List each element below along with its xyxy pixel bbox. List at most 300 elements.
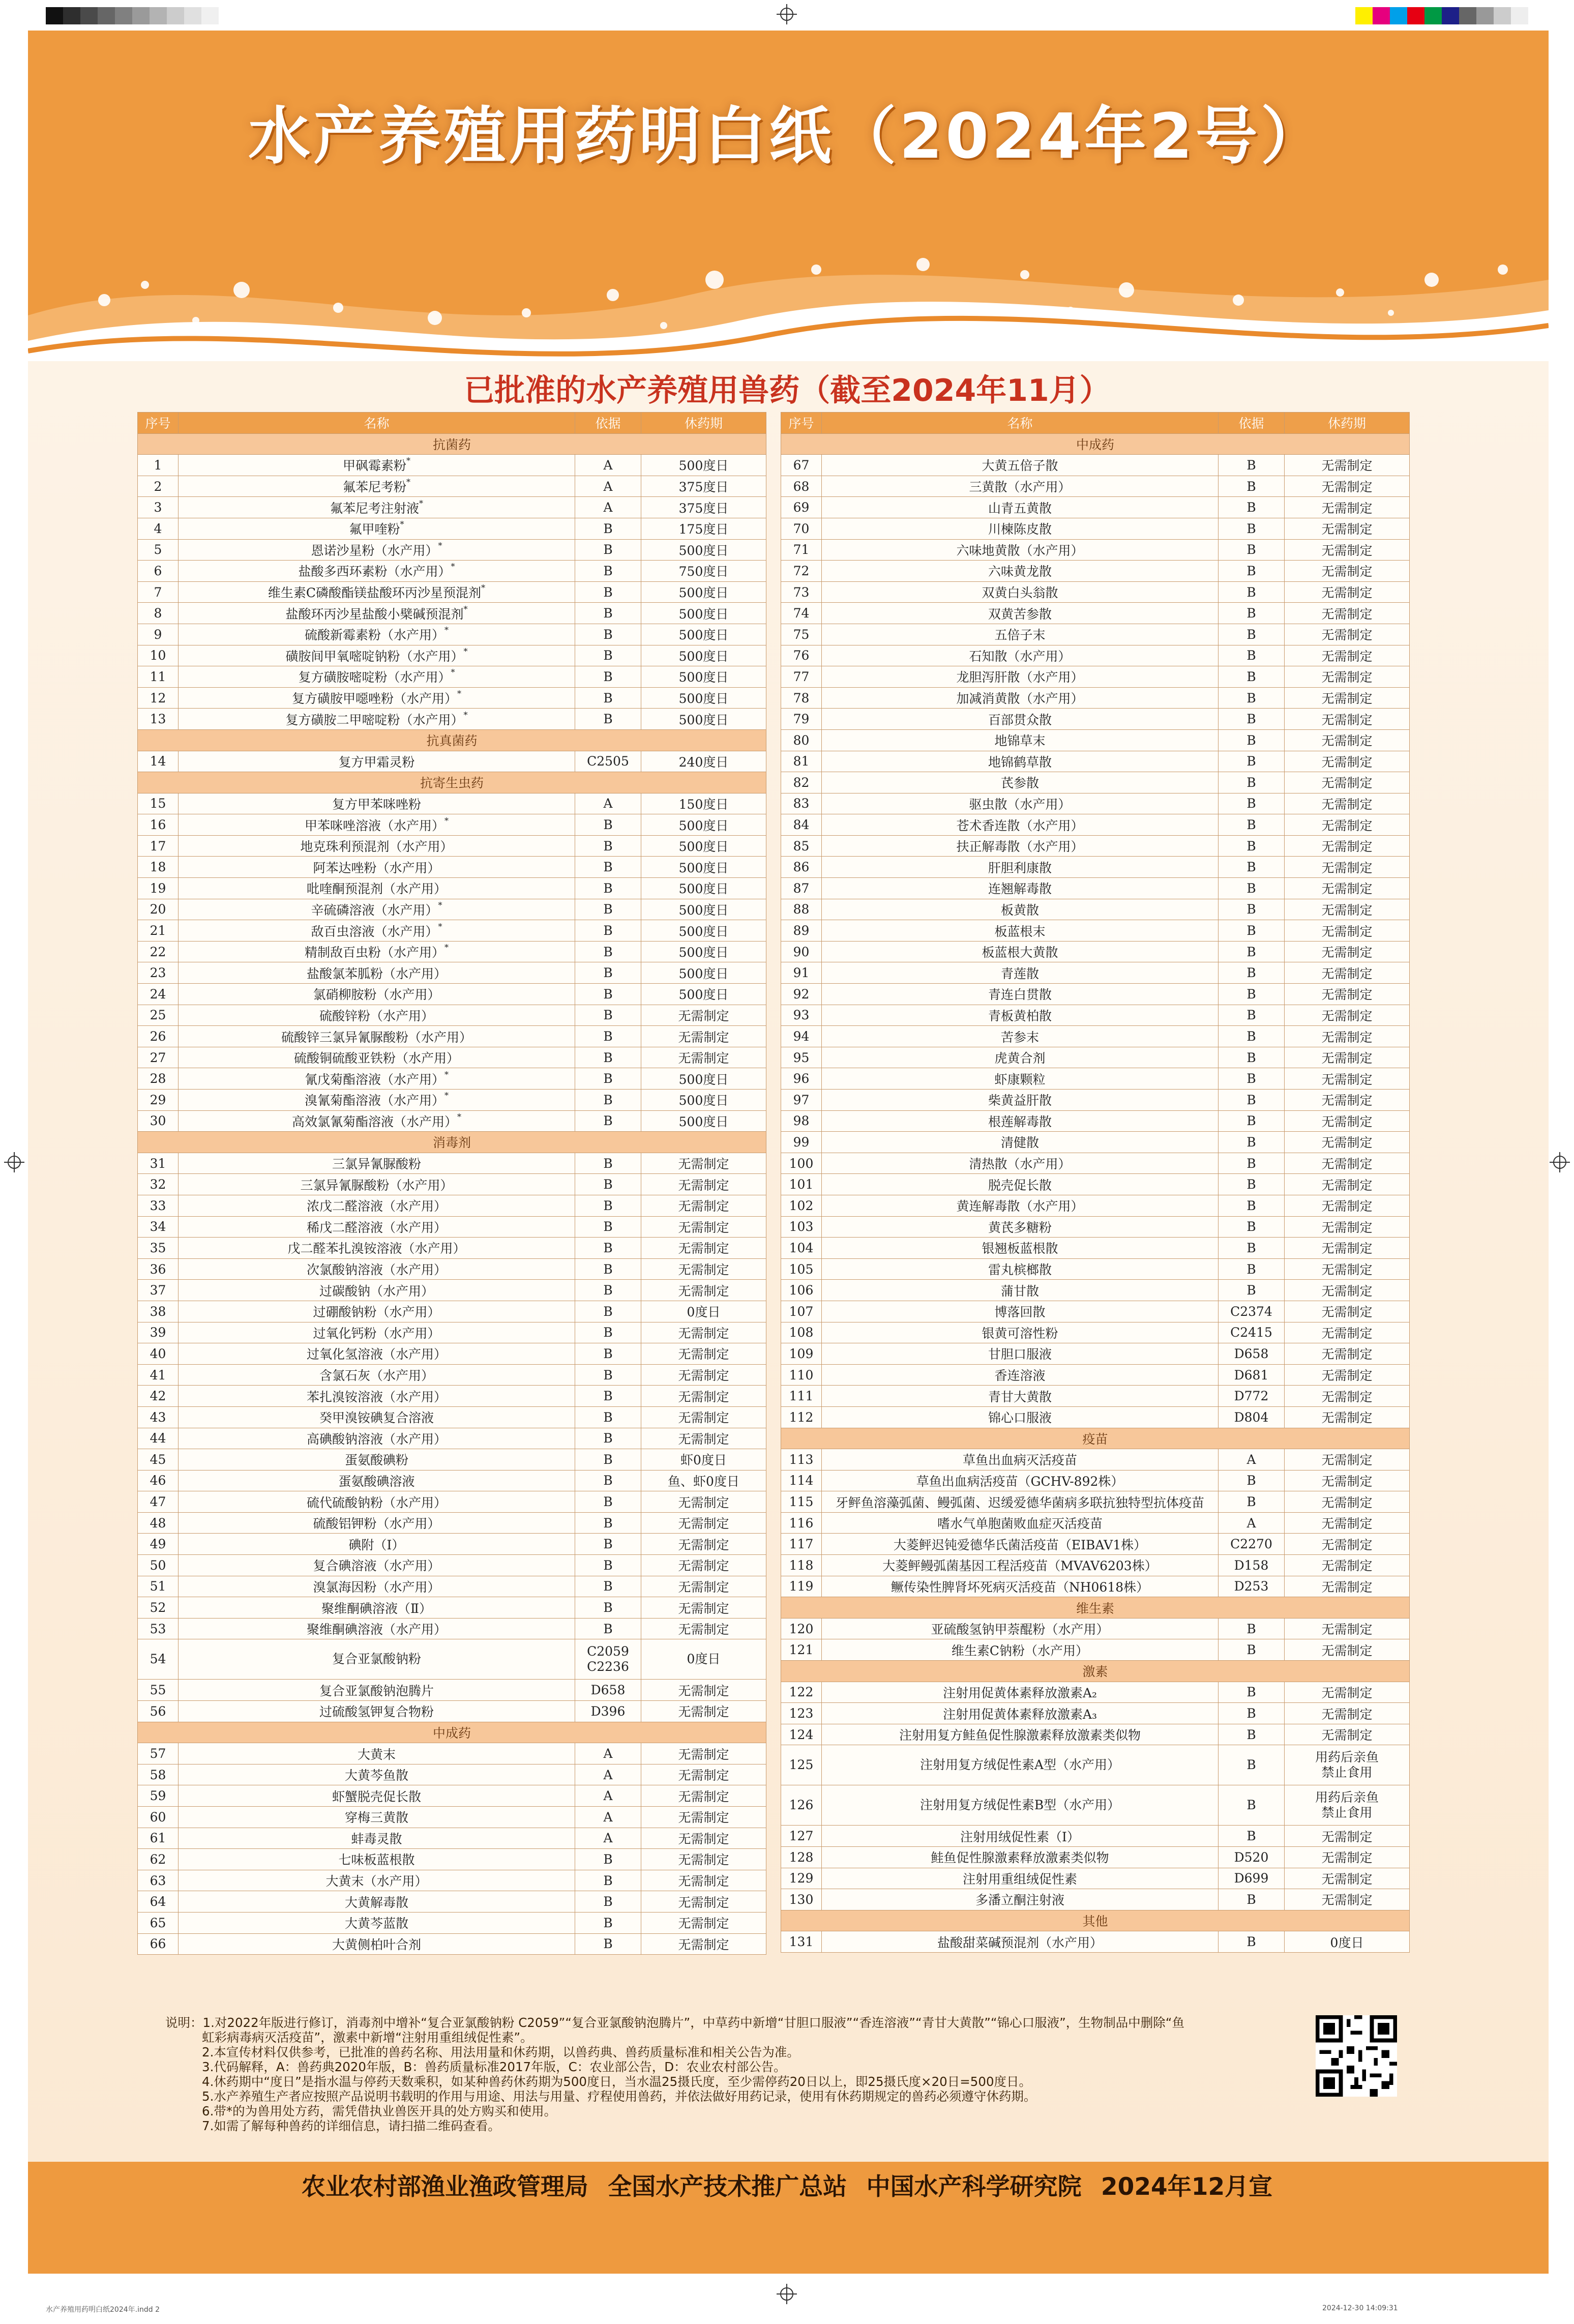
row-number xyxy=(781,1280,822,1301)
drug-name xyxy=(179,1534,575,1555)
basis-code xyxy=(575,1406,641,1428)
drug-name xyxy=(179,1618,575,1639)
category-row xyxy=(781,1597,1410,1619)
row-number xyxy=(138,1195,179,1216)
withdrawal-period-text: 500度日 xyxy=(678,839,729,855)
withdrawal-period-text: 无需制定 xyxy=(1321,1850,1373,1866)
category-row xyxy=(781,433,1410,455)
withdrawal-period xyxy=(1285,1785,1410,1826)
table-row xyxy=(781,666,1410,688)
row-number xyxy=(781,962,822,984)
row-number xyxy=(781,878,822,899)
row-number xyxy=(138,709,179,730)
table-row xyxy=(138,793,766,814)
drug-name xyxy=(179,455,575,476)
row-number-text: 31 xyxy=(150,1156,166,1171)
basis-code xyxy=(1219,962,1285,984)
row-number-text: 49 xyxy=(150,1537,166,1552)
drug-name-text: 蛋氨酸碘溶液 xyxy=(338,1474,415,1489)
drug-name xyxy=(179,1005,575,1026)
withdrawal-period xyxy=(1285,1889,1410,1910)
row-number-text: 95 xyxy=(793,1050,810,1065)
basis-code xyxy=(575,1280,641,1301)
drug-name xyxy=(822,603,1219,624)
withdrawal-period-text: 无需制定 xyxy=(678,1220,729,1235)
drug-name xyxy=(179,1912,575,1933)
withdrawal-period-text: 无需制定 xyxy=(1321,1008,1373,1023)
drug-name-text: 氰戊菊酯溶液（水产用） xyxy=(304,1072,444,1087)
withdrawal-period xyxy=(1285,1132,1410,1153)
row-number xyxy=(138,1449,179,1470)
table-row xyxy=(781,729,1410,751)
table-row xyxy=(138,1912,766,1933)
withdrawal-period-text: 500度日 xyxy=(678,585,729,601)
withdrawal-period xyxy=(641,857,766,878)
row-number xyxy=(781,709,822,730)
drug-name xyxy=(179,1386,575,1407)
drug-name-text: 盐酸环丙沙星盐酸小檗碱预混剂 xyxy=(285,606,464,622)
basis-code xyxy=(1219,581,1285,603)
table-row xyxy=(138,1428,766,1449)
row-number xyxy=(138,1322,179,1343)
drug-name xyxy=(179,476,575,497)
basis-code-text: B xyxy=(603,1409,613,1425)
basis-code xyxy=(575,1322,641,1343)
withdrawal-period xyxy=(641,1153,766,1174)
withdrawal-period-text: 无需制定 xyxy=(1321,945,1373,960)
basis-code xyxy=(1219,624,1285,645)
table-row xyxy=(138,1849,766,1870)
row-number xyxy=(781,645,822,666)
row-number-text: 18 xyxy=(150,860,166,875)
withdrawal-period xyxy=(1285,1931,1410,1953)
basis-code xyxy=(575,962,641,984)
basis-code xyxy=(1219,1618,1285,1639)
withdrawal-period xyxy=(1285,1618,1410,1639)
drug-name-text: 氟苯尼考注射液 xyxy=(330,501,419,516)
row-number-text: 5 xyxy=(154,542,162,557)
row-number-text: 74 xyxy=(793,606,810,621)
basis-code-text: B xyxy=(1246,521,1256,536)
row-number xyxy=(781,561,822,582)
row-number-text: 86 xyxy=(793,860,810,875)
row-number-text: 29 xyxy=(150,1092,166,1107)
basis-code-text: B xyxy=(603,880,613,896)
row-number-text: 20 xyxy=(150,902,166,917)
basis-code xyxy=(1219,1258,1285,1280)
withdrawal-period xyxy=(1285,624,1410,645)
drug-name xyxy=(822,857,1219,878)
withdrawal-period xyxy=(641,645,766,666)
row-number xyxy=(781,1322,822,1343)
row-number-text: 47 xyxy=(150,1494,166,1510)
basis-code-text: B xyxy=(1246,1240,1256,1255)
withdrawal-period-text: 无需制定 xyxy=(678,1347,729,1362)
withdrawal-period-text: 无需制定 xyxy=(1321,1029,1373,1045)
drug-name-text: 地锦草末 xyxy=(994,733,1046,749)
basis-code xyxy=(575,1743,641,1764)
withdrawal-period xyxy=(1285,581,1410,603)
basis-code-text: B xyxy=(603,1367,613,1382)
row-number-text: 122 xyxy=(789,1685,814,1700)
registration-mark-icon xyxy=(777,2284,797,2304)
basis-code xyxy=(575,1785,641,1807)
drug-name xyxy=(179,1785,575,1807)
basis-code-text: D658 xyxy=(590,1683,626,1698)
withdrawal-period-text: 无需制定 xyxy=(678,1283,729,1299)
basis-code xyxy=(575,1597,641,1619)
row-number xyxy=(781,687,822,709)
drug-name-text: 清热散（水产用） xyxy=(969,1157,1071,1172)
drug-name-text: 高碘酸钠溶液（水产用） xyxy=(306,1431,447,1447)
withdrawal-period-text: 无需制定 xyxy=(678,1029,729,1045)
drug-name-text: 穿梅三黄散 xyxy=(344,1810,408,1826)
withdrawal-period-text: 500度日 xyxy=(678,924,729,939)
table-row xyxy=(781,455,1410,476)
row-number-text: 62 xyxy=(150,1851,166,1867)
drug-name-text: 鲑鱼促性腺激素释放激素类似物 xyxy=(931,1850,1109,1866)
table-row xyxy=(138,1047,766,1068)
row-number-text: 36 xyxy=(150,1261,166,1277)
basis-code xyxy=(575,857,641,878)
withdrawal-period-text: 无需制定 xyxy=(678,1008,729,1023)
basis-code xyxy=(1219,878,1285,899)
basis-code-text: D772 xyxy=(1234,1389,1269,1404)
drug-name-text: 维生素C磷酸酯镁盐酸环丙沙星预混剂 xyxy=(268,585,482,601)
drug-name-text: 七味板蓝根散 xyxy=(338,1852,415,1868)
withdrawal-period xyxy=(1285,1555,1410,1576)
withdrawal-period-text: 无需制定 xyxy=(1321,458,1373,474)
drug-name xyxy=(822,899,1219,920)
row-number xyxy=(138,561,179,582)
drug-name-text: 鳜传染性脾肾坏死病灭活疫苗（NH0618株） xyxy=(890,1579,1149,1595)
drug-name xyxy=(822,751,1219,772)
row-number xyxy=(138,1534,179,1555)
basis-code-text: B xyxy=(1246,1050,1256,1065)
basis-code xyxy=(1219,772,1285,793)
basis-code-text: B xyxy=(603,1894,613,1909)
basis-code xyxy=(1219,1280,1285,1301)
category-row xyxy=(781,1910,1410,1931)
drug-name xyxy=(179,857,575,878)
row-number-text: 113 xyxy=(789,1452,814,1467)
row-number-text: 125 xyxy=(789,1757,814,1773)
table-row xyxy=(781,1682,1410,1703)
poster-title: 水产养殖用药明白纸（2024年2号） xyxy=(248,100,1326,172)
basis-code xyxy=(575,1576,641,1597)
basis-code-text: B xyxy=(1246,648,1256,663)
drug-name-text: 蛋氨酸碘粉 xyxy=(344,1453,408,1468)
drug-name-text: 复方甲霜灵粉 xyxy=(338,754,415,770)
withdrawal-period xyxy=(1285,878,1410,899)
basis-code-text: B xyxy=(603,1198,613,1213)
withdrawal-period xyxy=(1285,1512,1410,1534)
withdrawal-period xyxy=(641,1343,766,1365)
row-number xyxy=(781,1238,822,1259)
basis-code-text: D520 xyxy=(1234,1849,1269,1865)
basis-code xyxy=(1219,814,1285,836)
table-row xyxy=(781,1889,1410,1910)
withdrawal-period-text: 500度日 xyxy=(678,881,729,897)
drug-name xyxy=(822,1280,1219,1301)
basis-code xyxy=(1219,476,1285,497)
table-row xyxy=(781,518,1410,539)
table-row xyxy=(138,878,766,899)
table-row xyxy=(138,751,766,772)
drug-name xyxy=(822,1238,1219,1259)
basis-code xyxy=(1219,1090,1285,1111)
table-row xyxy=(781,709,1410,730)
drug-name xyxy=(822,835,1219,857)
drug-name xyxy=(822,814,1219,836)
basis-code-text: B xyxy=(603,563,613,578)
basis-code xyxy=(1219,1005,1285,1026)
withdrawal-period-text: 无需制定 xyxy=(1321,1474,1373,1489)
drug-name-text: 六味黄龙散 xyxy=(988,564,1052,579)
row-number-text: 41 xyxy=(150,1367,166,1382)
table-row xyxy=(781,793,1410,814)
row-number-text: 40 xyxy=(150,1346,166,1361)
row-number-text: 28 xyxy=(150,1071,166,1086)
prescription-mark: * xyxy=(444,815,449,826)
withdrawal-period-text: 无需制定 xyxy=(1321,797,1373,812)
drug-name-text: 碘附（Ⅰ） xyxy=(348,1537,405,1552)
withdrawal-period-text: 无需制定 xyxy=(1321,522,1373,537)
withdrawal-period-text: 无需制定 xyxy=(1321,1622,1373,1637)
drug-name xyxy=(822,878,1219,899)
drug-name xyxy=(179,984,575,1005)
row-number xyxy=(138,1639,179,1680)
row-number-text: 84 xyxy=(793,817,810,833)
row-number xyxy=(781,1618,822,1639)
withdrawal-period-text: 无需制定 xyxy=(1321,881,1373,897)
drug-name xyxy=(822,1576,1219,1597)
drug-name xyxy=(822,561,1219,582)
prescription-mark: * xyxy=(438,540,442,550)
row-number-text: 23 xyxy=(150,965,166,981)
withdrawal-period xyxy=(641,1534,766,1555)
withdrawal-period-text: 无需制定 xyxy=(1321,564,1373,579)
basis-code-text: B xyxy=(603,1283,613,1298)
row-number-text: 97 xyxy=(793,1092,810,1107)
drug-name xyxy=(179,1680,575,1701)
withdrawal-period xyxy=(641,603,766,624)
basis-code-text: B xyxy=(1246,1494,1256,1510)
basis-code-text: B xyxy=(1246,1473,1256,1488)
basis-code-text: B xyxy=(1246,690,1256,705)
drug-name xyxy=(822,624,1219,645)
table-row xyxy=(781,1555,1410,1576)
basis-code xyxy=(1219,1386,1285,1407)
withdrawal-period xyxy=(1285,1090,1410,1111)
basis-code xyxy=(575,581,641,603)
drug-name-text: 石知散（水产用） xyxy=(969,649,1071,664)
drug-name-text: 地锦鹤草散 xyxy=(988,754,1052,770)
basis-code xyxy=(1219,1889,1285,1910)
basis-code xyxy=(1219,1826,1285,1847)
drug-name xyxy=(179,899,575,920)
row-number-text: 37 xyxy=(150,1283,166,1298)
withdrawal-period-text: 无需制定 xyxy=(678,1768,729,1783)
basis-code xyxy=(1219,1026,1285,1047)
basis-code-text: B xyxy=(1246,1934,1256,1950)
table-row xyxy=(138,1470,766,1491)
basis-code-text: A xyxy=(603,1809,613,1825)
withdrawal-period-text: 无需制定 xyxy=(1321,733,1373,749)
basis-code xyxy=(575,709,641,730)
table-row xyxy=(781,1280,1410,1301)
row-number xyxy=(781,1195,822,1216)
basis-code xyxy=(575,1891,641,1913)
table-row xyxy=(138,455,766,476)
row-number-text: 59 xyxy=(150,1788,166,1804)
qr-code-icon[interactable] xyxy=(1316,2015,1397,2097)
withdrawal-period xyxy=(1285,1364,1410,1386)
basis-code-text: B xyxy=(1246,902,1256,917)
table-row xyxy=(781,857,1410,878)
row-number xyxy=(138,1849,179,1870)
table-row xyxy=(138,518,766,539)
drug-name xyxy=(822,1639,1219,1661)
withdrawal-period-text: 无需制定 xyxy=(1321,1093,1373,1108)
table-row xyxy=(138,561,766,582)
basis-code xyxy=(1219,1449,1285,1470)
withdrawal-period xyxy=(641,1026,766,1047)
row-number-text: 96 xyxy=(793,1071,810,1086)
row-number xyxy=(138,476,179,497)
basis-code xyxy=(575,1912,641,1933)
withdrawal-period-text: 500度日 xyxy=(678,670,729,685)
drug-name xyxy=(179,1322,575,1343)
drug-name xyxy=(822,793,1219,814)
table-row xyxy=(138,666,766,688)
withdrawal-period xyxy=(641,793,766,814)
row-number xyxy=(138,1406,179,1428)
row-number xyxy=(138,1047,179,1068)
row-number xyxy=(781,1132,822,1153)
withdrawal-period-text: 无需制定 xyxy=(678,1262,729,1278)
row-number-text: 71 xyxy=(793,542,810,557)
basis-code-text: D804 xyxy=(1234,1409,1269,1425)
drug-name-text: 银翘板蓝根散 xyxy=(982,1241,1058,1256)
basis-code xyxy=(575,941,641,962)
drug-name-text: 次氯酸钠溶液（水产用） xyxy=(306,1262,447,1278)
withdrawal-period-text: 500度日 xyxy=(678,1093,729,1108)
withdrawal-period xyxy=(641,941,766,962)
row-number-text: 44 xyxy=(150,1431,166,1446)
drug-name xyxy=(179,645,575,666)
row-number xyxy=(781,624,822,645)
category-label: 其他 xyxy=(781,1910,1410,1931)
row-number xyxy=(138,984,179,1005)
basis-code-text: B xyxy=(603,1029,613,1044)
withdrawal-period-text: 500度日 xyxy=(678,987,729,1003)
withdrawal-period xyxy=(1285,1703,1410,1724)
basis-code xyxy=(575,518,641,539)
drug-name xyxy=(179,1870,575,1891)
table-row xyxy=(138,709,766,730)
table-row xyxy=(781,1047,1410,1068)
row-number xyxy=(781,518,822,539)
withdrawal-period xyxy=(1285,666,1410,688)
row-number xyxy=(138,1386,179,1407)
drug-table-right-body xyxy=(781,433,1410,1952)
row-number-text: 32 xyxy=(150,1177,166,1192)
basis-code-text: B xyxy=(603,1261,613,1277)
basis-code-text: B xyxy=(603,1537,613,1552)
basis-code xyxy=(575,1512,641,1534)
drug-name-text: 草鱼出血病灭活疫苗 xyxy=(962,1453,1077,1468)
basis-code xyxy=(1219,1174,1285,1195)
row-number-text: 60 xyxy=(150,1809,166,1825)
row-number-text: 102 xyxy=(789,1198,814,1213)
withdrawal-period-text: 无需制定 xyxy=(1321,966,1373,981)
withdrawal-period xyxy=(1285,518,1410,539)
basis-code-text: B xyxy=(603,521,613,536)
category-row xyxy=(138,433,766,455)
basis-code xyxy=(575,1110,641,1132)
withdrawal-period xyxy=(1285,984,1410,1005)
table-row xyxy=(138,1764,766,1785)
row-number xyxy=(781,1639,822,1661)
drug-name-text: 阿苯达唑粉（水产用） xyxy=(313,860,440,875)
table-row xyxy=(138,941,766,962)
withdrawal-period xyxy=(641,878,766,899)
row-number xyxy=(781,1174,822,1195)
row-number-text: 12 xyxy=(150,690,166,705)
row-number-text: 83 xyxy=(793,796,810,811)
withdrawal-period xyxy=(1285,645,1410,666)
drug-name xyxy=(179,1068,575,1090)
row-number xyxy=(781,941,822,962)
drug-name-text: 苦参末 xyxy=(1000,1029,1039,1045)
drug-name xyxy=(822,709,1219,730)
row-number xyxy=(781,1724,822,1745)
table-row xyxy=(138,1322,766,1343)
row-number-text: 64 xyxy=(150,1894,166,1909)
withdrawal-period-text: 无需制定 xyxy=(1321,1707,1373,1722)
withdrawal-period-text: 500度日 xyxy=(678,902,729,918)
basis-code-text: B xyxy=(603,923,613,938)
drug-name xyxy=(822,1745,1219,1785)
basis-code xyxy=(1219,1301,1285,1322)
withdrawal-period-text: 无需制定 xyxy=(678,1831,729,1846)
drug-name xyxy=(822,1364,1219,1386)
basis-code-text: B xyxy=(603,1621,613,1636)
withdrawal-period xyxy=(641,1068,766,1090)
row-number-text: 119 xyxy=(789,1579,814,1594)
basis-code xyxy=(1219,1785,1285,1826)
drug-name-text: 辛硫磷溶液（水产用） xyxy=(311,902,438,918)
withdrawal-period-text: 无需制定 xyxy=(678,1558,729,1574)
withdrawal-period xyxy=(641,1491,766,1513)
withdrawal-period xyxy=(1285,1195,1410,1216)
row-number-text: 4 xyxy=(154,521,162,536)
table-row xyxy=(781,645,1410,666)
table-row xyxy=(781,1724,1410,1745)
row-number xyxy=(138,878,179,899)
row-number xyxy=(781,1826,822,1847)
basis-code-text: B xyxy=(603,1936,613,1952)
category-label: 消毒剂 xyxy=(138,1132,766,1153)
row-number xyxy=(781,1047,822,1068)
drug-name xyxy=(179,1090,575,1111)
basis-code xyxy=(1219,1153,1285,1174)
basis-code xyxy=(1219,751,1285,772)
withdrawal-period-text: 无需制定 xyxy=(1321,585,1373,601)
basis-code-text: B xyxy=(603,902,613,917)
drug-name xyxy=(822,1931,1219,1953)
